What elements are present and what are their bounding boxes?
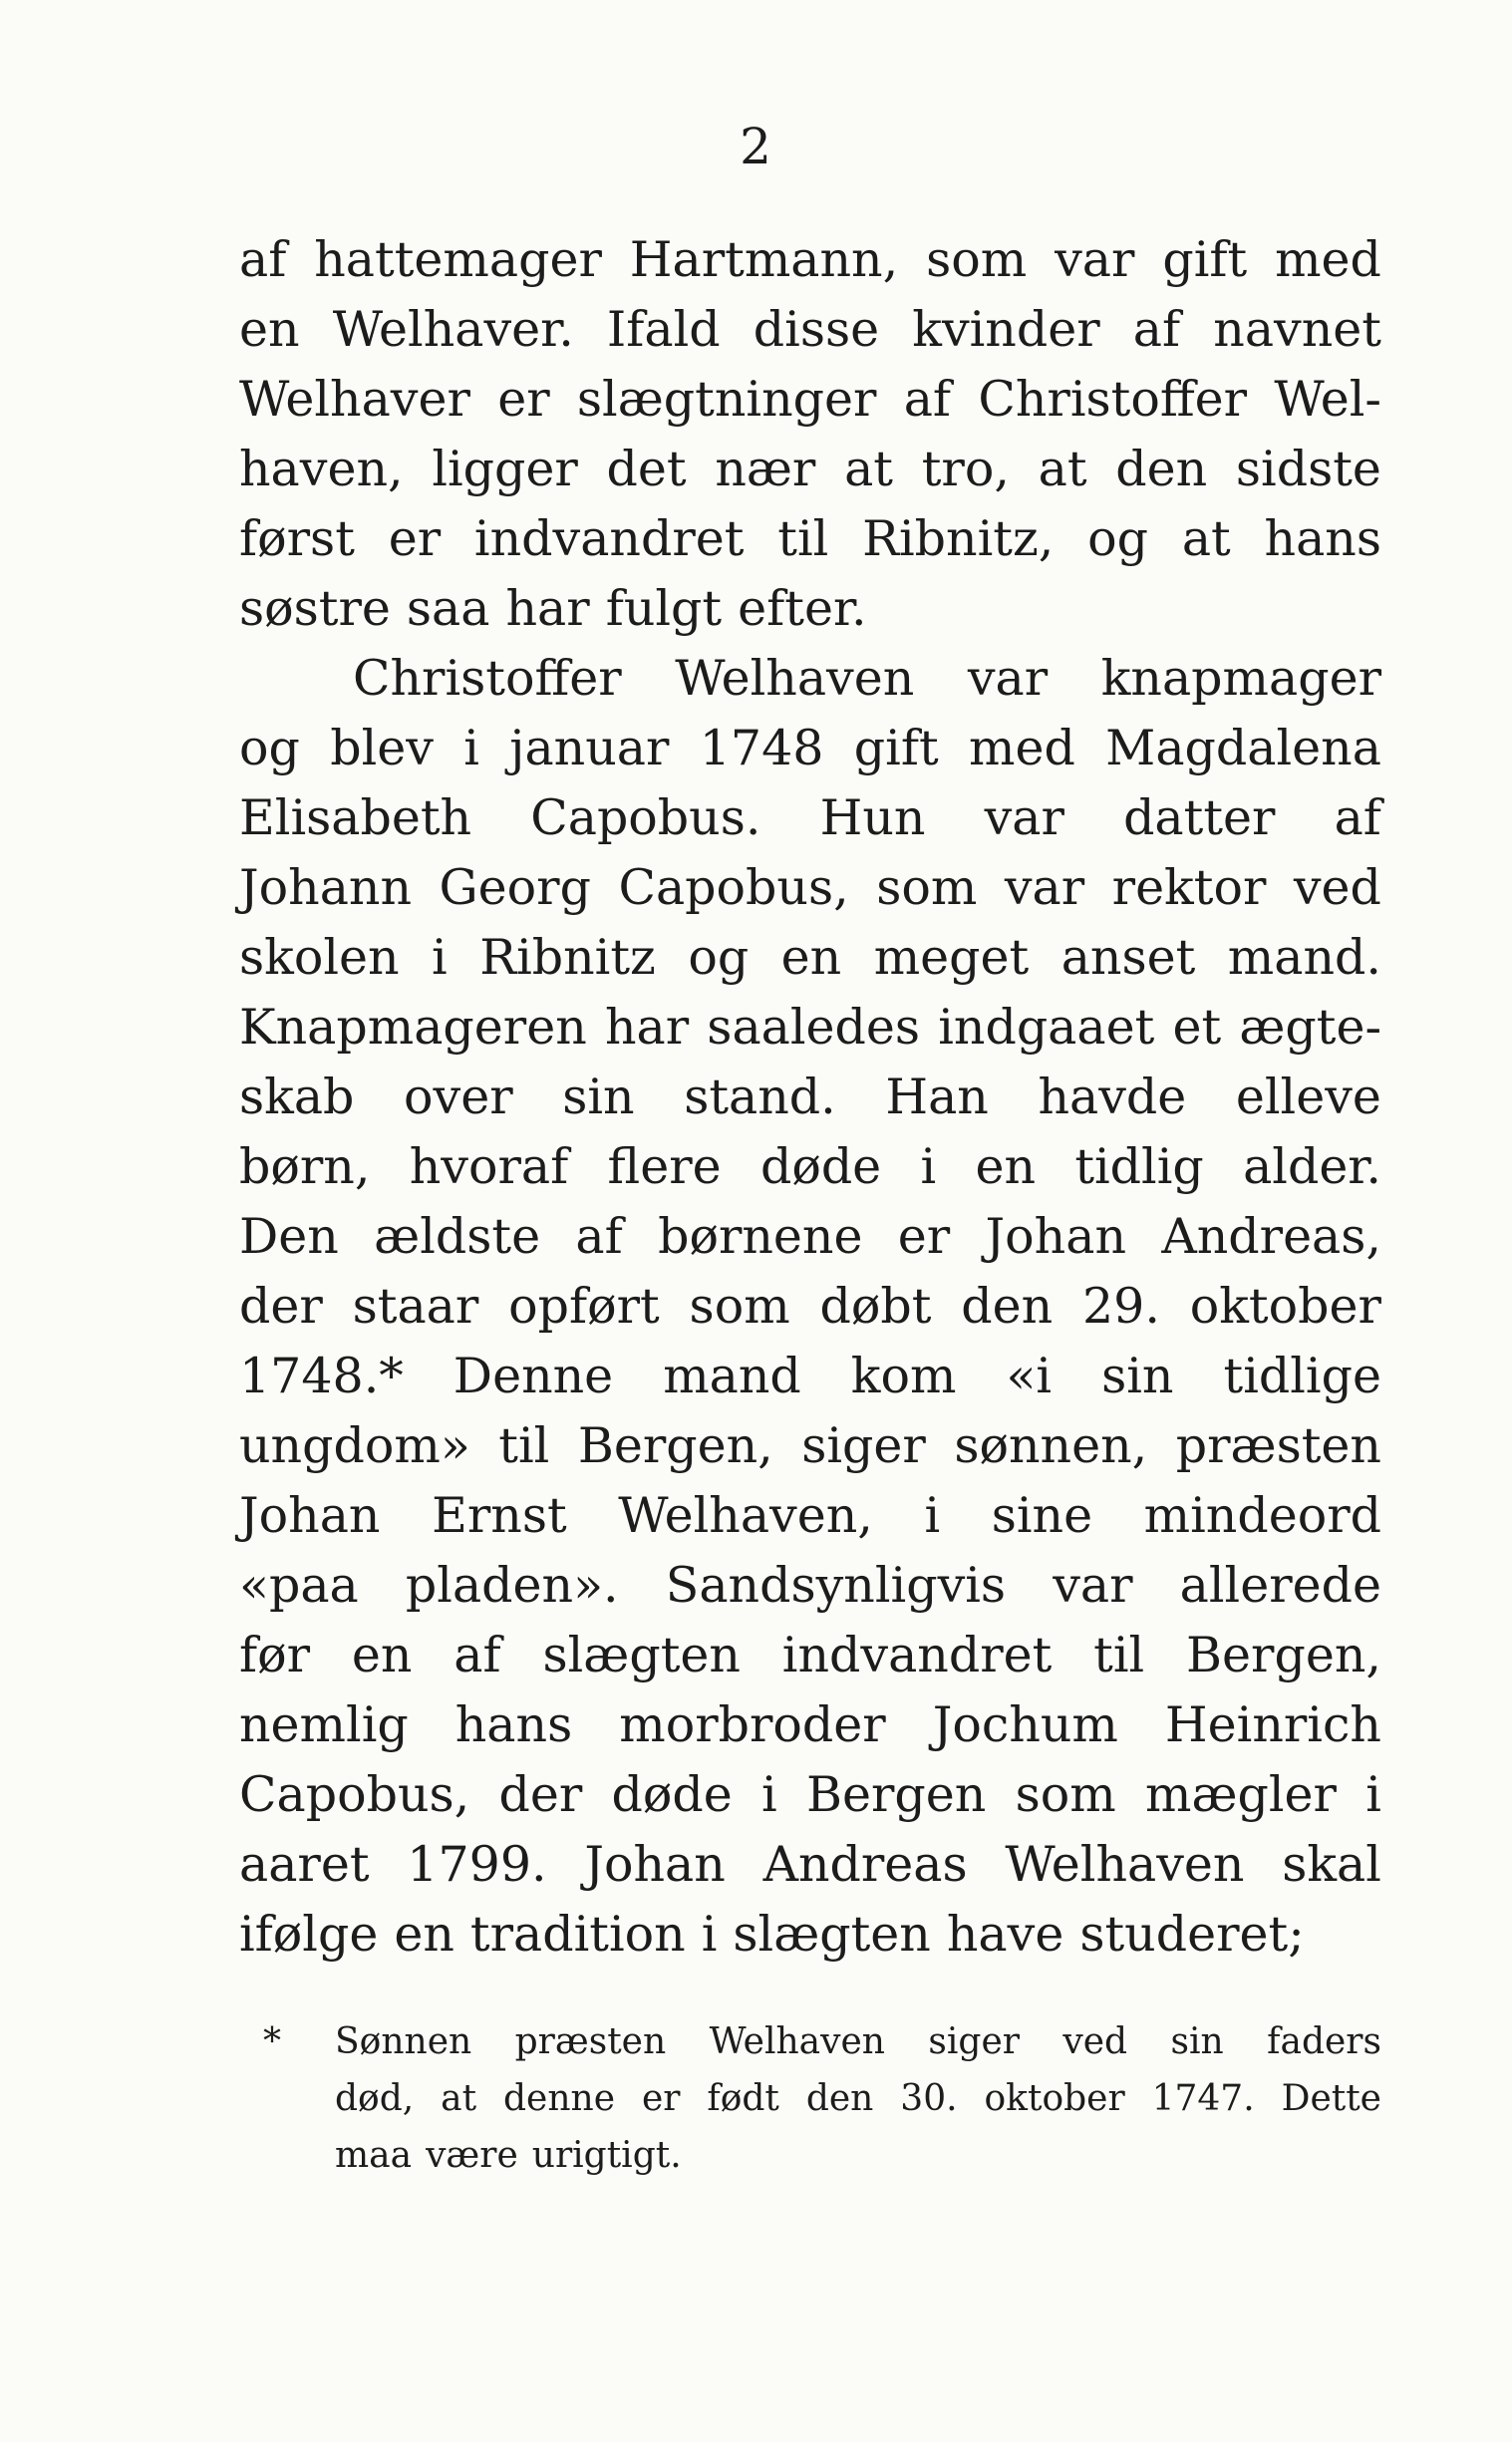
body-text [239, 225, 1381, 1970]
word: gift [1162, 231, 1248, 288]
word: indvandret [473, 510, 745, 567]
word: til [498, 1417, 550, 1474]
word: opført [508, 1278, 660, 1335]
word: et [1172, 999, 1222, 1056]
text-line [239, 644, 1381, 714]
text-line [239, 1830, 1381, 1900]
word: Christoffer [978, 371, 1248, 428]
word: skal [1282, 1836, 1381, 1893]
word: aaret [239, 1836, 370, 1893]
word: og [688, 929, 750, 986]
word: Knapmageren [239, 999, 587, 1056]
word: tidlige [1223, 1348, 1381, 1404]
word: der [498, 1766, 583, 1823]
word: 29. [1081, 1278, 1160, 1335]
word: som [876, 859, 978, 916]
footnote-line [257, 2127, 1381, 2184]
word: slægten [542, 1627, 741, 1683]
footnote-line [257, 2013, 1381, 2070]
word: tidlig [1074, 1138, 1204, 1195]
text-line [239, 1690, 1381, 1760]
word: at [1181, 510, 1231, 567]
text-line [239, 1760, 1381, 1830]
word: sin [1170, 2021, 1224, 2062]
word: døde [611, 1766, 733, 1823]
word: var [984, 789, 1064, 846]
word: Ernst [432, 1487, 567, 1544]
word: mægler [1145, 1766, 1337, 1823]
text-line [239, 923, 1381, 993]
word: studeret; [1079, 1906, 1305, 1963]
footnote-line [257, 2070, 1381, 2127]
word: børnene [658, 1208, 863, 1265]
word: i [761, 1766, 777, 1823]
word: tradition [469, 1906, 686, 1963]
word: ældste [374, 1208, 541, 1265]
word: skab [239, 1068, 355, 1125]
text-line [239, 1202, 1381, 1272]
word: alder. [1243, 1138, 1381, 1195]
word: havde [1038, 1068, 1187, 1125]
word: urigtigt. [531, 2135, 682, 2176]
word: siger [928, 2021, 1020, 2062]
word: at [844, 441, 893, 497]
word: kvinder [912, 301, 1100, 358]
word: slægten [733, 1906, 931, 1963]
word: at [1038, 441, 1087, 497]
word: 1748 [699, 720, 824, 776]
word: at [441, 2078, 477, 2119]
word: indgaaet [938, 999, 1155, 1056]
word: Johan [239, 1487, 381, 1544]
word: Capobus. [530, 789, 761, 846]
word: siger [801, 1417, 926, 1474]
word: præsten [514, 2021, 667, 2062]
word: «i [1006, 1348, 1053, 1404]
word: 30. [900, 2078, 958, 2119]
word: anset [1060, 929, 1196, 986]
word: i [920, 1138, 937, 1195]
word: over [404, 1068, 513, 1125]
word: Welhaven, [618, 1487, 873, 1544]
word: hattemager [314, 231, 602, 288]
word: datter [1123, 789, 1276, 846]
word: sidste [1235, 441, 1381, 497]
text-line [239, 435, 1381, 504]
word: død, [335, 2078, 415, 2119]
word: søstre [239, 580, 391, 637]
word: børn, [239, 1138, 371, 1195]
text-line [239, 993, 1381, 1063]
word: og [1087, 510, 1149, 567]
text-line [239, 1132, 1381, 1202]
word: Welhaven [709, 2021, 885, 2062]
word: disse [753, 301, 880, 358]
word: efter. [738, 580, 867, 637]
word: Johan [985, 1208, 1127, 1265]
word: nemlig [239, 1696, 409, 1753]
word: 1747. [1151, 2078, 1255, 2119]
text-line [239, 714, 1381, 783]
word: Welhaver. [332, 301, 574, 358]
word: var [1055, 231, 1135, 288]
word: ægte- [1239, 999, 1381, 1056]
word: der [239, 1278, 323, 1335]
word: Hartmann, [629, 231, 899, 288]
word: før [239, 1627, 311, 1683]
word: en [975, 1138, 1037, 1195]
word: den [961, 1278, 1054, 1335]
word: oktober [984, 2078, 1125, 2119]
word: en [239, 301, 300, 358]
word: staar [352, 1278, 479, 1335]
word: Heinrich [1164, 1696, 1381, 1753]
word: morbroder [619, 1696, 886, 1753]
word: det [606, 441, 687, 497]
word: mindeord [1143, 1487, 1381, 1544]
word: en [780, 929, 842, 986]
word: som [926, 231, 1028, 288]
word: hans [454, 1696, 573, 1753]
word: som [689, 1278, 790, 1335]
word: Denne [453, 1348, 614, 1404]
word: Den [239, 1208, 339, 1265]
word: Bergen [805, 1766, 987, 1823]
word: født [707, 2078, 779, 2119]
word: døde [759, 1138, 882, 1195]
word: Welhaver [239, 371, 470, 428]
word: oktober [1189, 1278, 1381, 1335]
word: hvoraf [409, 1138, 569, 1195]
word: Andreas, [1161, 1208, 1381, 1265]
word: Sandsynligvis [665, 1557, 1007, 1614]
word: nær [715, 441, 816, 497]
word: har [505, 580, 590, 637]
word: i [432, 929, 448, 986]
word: Han [885, 1068, 989, 1125]
word: slægtninger [576, 371, 877, 428]
word: Johann [239, 859, 413, 916]
word: skolen [239, 929, 400, 986]
text-line [239, 1551, 1381, 1621]
word: i [924, 1487, 941, 1544]
word: var [967, 650, 1049, 707]
word: saa [406, 580, 490, 637]
word: er [388, 510, 442, 567]
text-line [239, 1272, 1381, 1342]
text-line [239, 504, 1381, 574]
word: Ifald [606, 301, 721, 358]
text-line [239, 1342, 1381, 1411]
word: navnet [1213, 301, 1381, 358]
word: ligger [432, 441, 578, 497]
word: 1799. [407, 1836, 547, 1893]
word: Bergen, [1186, 1627, 1381, 1683]
word: en [394, 1906, 454, 1963]
word: af [575, 1208, 623, 1265]
word: ved [1062, 2021, 1128, 2062]
text-line [239, 853, 1381, 923]
word: er [641, 2078, 681, 2119]
word: knapmager [1100, 650, 1381, 707]
word: og [239, 720, 300, 776]
word: af [1132, 301, 1181, 358]
text-line [239, 1481, 1381, 1551]
word: mand. [1227, 929, 1381, 986]
word: Wel- [1274, 371, 1381, 428]
word: er [497, 371, 550, 428]
word: Bergen, [577, 1417, 773, 1474]
word: døbt [819, 1278, 932, 1335]
paragraph [239, 225, 1381, 644]
word: ved [1293, 859, 1381, 916]
word: Christoffer [353, 650, 622, 707]
word: med [968, 720, 1075, 776]
word: er [897, 1208, 951, 1265]
word: var [1053, 1557, 1133, 1614]
word: sin [1101, 1348, 1174, 1404]
word: Magdalena [1105, 720, 1381, 776]
word: til [777, 510, 829, 567]
word: Andreas [762, 1836, 968, 1893]
word: Dette [1281, 2078, 1381, 2119]
word: Capobus, [618, 859, 849, 916]
word: rektor [1111, 859, 1267, 916]
text-line [239, 1411, 1381, 1481]
word: den [1115, 441, 1208, 497]
word: flere [607, 1138, 722, 1195]
word: præsten [1175, 1417, 1381, 1474]
word: meget [873, 929, 1030, 986]
word: gift [853, 720, 939, 776]
word: faders [1267, 2021, 1381, 2062]
word: tro, [921, 441, 1010, 497]
word: til [1093, 1627, 1145, 1683]
word: Ribnitz [479, 929, 656, 986]
word: pladen». [405, 1557, 619, 1614]
word: sine [991, 1487, 1093, 1544]
text-line [239, 295, 1381, 365]
word: af [454, 1627, 501, 1683]
word: indvandret [781, 1627, 1053, 1683]
word: allerede [1179, 1557, 1381, 1614]
word: kom [850, 1348, 957, 1404]
word: ifølge [239, 1906, 379, 1963]
word: hans [1264, 510, 1381, 567]
word: være [426, 2135, 518, 2176]
word: først [239, 510, 355, 567]
word: var [1004, 859, 1085, 916]
text-line [239, 1063, 1381, 1132]
text-line [239, 574, 1381, 644]
word: med [1275, 231, 1381, 288]
word: i [701, 1906, 718, 1963]
text-line [239, 1900, 1381, 1970]
word: Welhaven [675, 650, 915, 707]
word: af [903, 371, 952, 428]
text-line [239, 783, 1381, 853]
word: elleve [1235, 1068, 1381, 1125]
text-line [239, 365, 1381, 435]
paragraph [239, 644, 1381, 1970]
word: stand. [684, 1068, 836, 1125]
text-line [239, 1621, 1381, 1690]
word: saaledes [707, 999, 921, 1056]
word: Capobus, [239, 1766, 470, 1823]
word: 1748.* [239, 1348, 404, 1404]
word: sin [562, 1068, 635, 1125]
word: af [239, 231, 287, 288]
word: af [1334, 789, 1381, 846]
word: have [946, 1906, 1064, 1963]
word: Jochum [932, 1696, 1118, 1753]
word: haven, [239, 441, 404, 497]
word: Ribnitz, [862, 510, 1055, 567]
word: denne [503, 2078, 616, 2119]
word: i [463, 720, 479, 776]
word: Hun [819, 789, 926, 846]
footnote-marker: * [263, 2021, 281, 2062]
word: blev [330, 720, 434, 776]
footnote [257, 2013, 1381, 2184]
word: maa [335, 2135, 413, 2176]
word: fulgt [605, 580, 723, 637]
word: har [604, 999, 690, 1056]
text-line [239, 225, 1381, 295]
word: i [1365, 1766, 1381, 1823]
word: ungdom» [239, 1417, 470, 1474]
word: sønnen, [954, 1417, 1148, 1474]
word: Sønnen [335, 2021, 472, 2062]
word: «paa [239, 1557, 359, 1614]
word: januar [509, 720, 670, 776]
word: Georg [439, 859, 591, 916]
word: Welhaven [1005, 1836, 1245, 1893]
word: Johan [584, 1836, 726, 1893]
word: Elisabeth [239, 789, 472, 846]
word: mand [663, 1348, 801, 1404]
word: den [805, 2078, 874, 2119]
word: en [351, 1627, 413, 1683]
page-number: 2 [740, 118, 772, 175]
word: som [1015, 1766, 1116, 1823]
